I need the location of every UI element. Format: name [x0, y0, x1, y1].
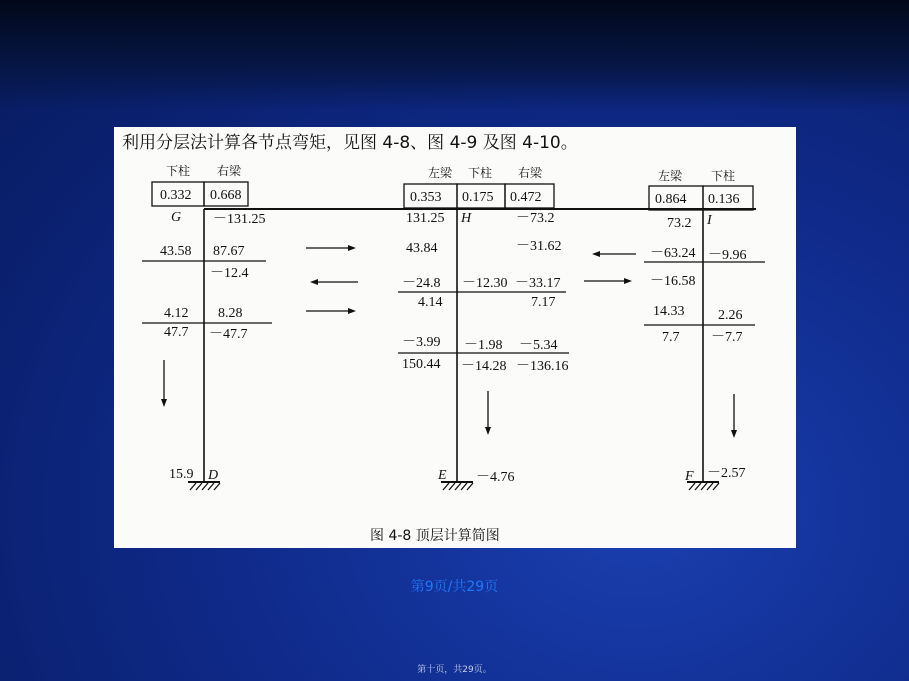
intro-text: 利用分层法计算各节点弯矩，见图 4-8、图 4-9 及图 4-10。 [122, 133, 578, 153]
carry-arrow-left-to-mid-2 [306, 308, 356, 314]
mid-row7-left-beam: 150.44 [402, 357, 441, 372]
right-row5-column: －7.7 [711, 330, 743, 345]
left-header-right-beam: 右梁 [217, 164, 242, 178]
base-label-e: E [438, 468, 447, 483]
mid-row4-right-beam: －33.17 [515, 276, 561, 291]
mid-row3-right-beam: －31.62 [516, 239, 562, 254]
left-row2-column: 43.58 [160, 244, 192, 259]
support-mid [441, 482, 473, 490]
right-row4-beam: 14.33 [653, 304, 685, 319]
mid-row5-left-beam: 4.14 [418, 295, 443, 310]
joint-label-i: I [707, 213, 712, 228]
mid-carry-down-arrowhead [485, 427, 491, 435]
left-row4-beam: 8.28 [218, 306, 243, 321]
joint-label-g: G [171, 210, 182, 225]
right-row2-column: －9.96 [708, 248, 747, 263]
mid-factor-column: 0.175 [462, 190, 494, 205]
right-row4-column: 2.26 [718, 308, 743, 323]
right-factor-beam: 0.864 [655, 192, 687, 207]
scanned-figure [114, 127, 796, 548]
mid-row7-column: －14.28 [461, 359, 507, 374]
right-carry-down-arrowhead [731, 430, 737, 438]
mid-row6-left-beam: －3.99 [402, 335, 441, 350]
right-header-lower-column: 下柱 [711, 169, 736, 183]
left-factor-column: 0.332 [160, 188, 192, 203]
mid-row1-left-beam: 131.25 [406, 211, 445, 226]
left-carry-down-arrowhead [161, 399, 167, 407]
right-factor-column: 0.136 [708, 192, 740, 207]
right-header-left-beam: 左梁 [658, 169, 683, 183]
slide-header-band [0, 0, 909, 110]
figure-caption: 图 4-8 顶层计算简图 [370, 528, 500, 544]
mid-factor-left-beam: 0.353 [410, 190, 442, 205]
base-label-d: D [208, 468, 219, 483]
carry-arrow-mid-to-left [310, 279, 358, 285]
right-row5-beam: 7.7 [662, 330, 680, 345]
left-row4-column: 4.12 [164, 306, 189, 321]
mid-row2-left-beam: 43.84 [406, 241, 438, 256]
mid-row4-column: －12.30 [462, 276, 508, 291]
mid-row1-right-beam: －73.2 [516, 211, 555, 226]
right-base-moment: －2.57 [707, 466, 746, 481]
mid-base-moment: －4.76 [476, 470, 515, 485]
mid-row7-right-beam: －136.16 [516, 359, 569, 374]
mid-header-left-beam: 左梁 [428, 166, 453, 180]
left-row5-beam: －47.7 [209, 327, 248, 342]
left-header-lower-column: 下柱 [166, 164, 191, 178]
mid-row4-left-beam: －24.8 [402, 276, 441, 291]
base-label-f: F [685, 469, 694, 484]
joint-label-h: H [461, 211, 472, 226]
right-row2-beam: －63.24 [650, 246, 696, 261]
mid-row6-right-beam: －5.34 [519, 338, 558, 353]
carry-arrow-mid-to-right [584, 278, 632, 284]
frame-diagram [114, 127, 796, 548]
support-left [188, 482, 220, 490]
mid-header-right-beam: 右梁 [518, 166, 543, 180]
mid-row6-column: －1.98 [464, 338, 503, 353]
page-indicator: 第9页/共29页 [410, 579, 499, 595]
left-row2-beam: 87.67 [213, 244, 245, 259]
mid-factor-right-beam: 0.472 [510, 190, 542, 205]
left-base-moment: 15.9 [169, 467, 194, 482]
left-row5-column: 47.7 [164, 325, 189, 340]
carry-arrow-right-to-mid [592, 251, 636, 257]
left-factor-beam: 0.668 [210, 188, 242, 203]
left-row3-beam: －12.4 [210, 266, 249, 281]
mid-row5-right-beam: 7.17 [531, 295, 556, 310]
left-row1-beam: －131.25 [213, 212, 266, 227]
footer-note: 第十页，共29页。 [417, 665, 492, 675]
right-row3-beam: －16.58 [650, 274, 696, 289]
carry-arrow-left-to-mid-1 [306, 245, 356, 251]
right-row1-beam: 73.2 [667, 216, 692, 231]
mid-header-lower-column: 下柱 [468, 166, 493, 180]
